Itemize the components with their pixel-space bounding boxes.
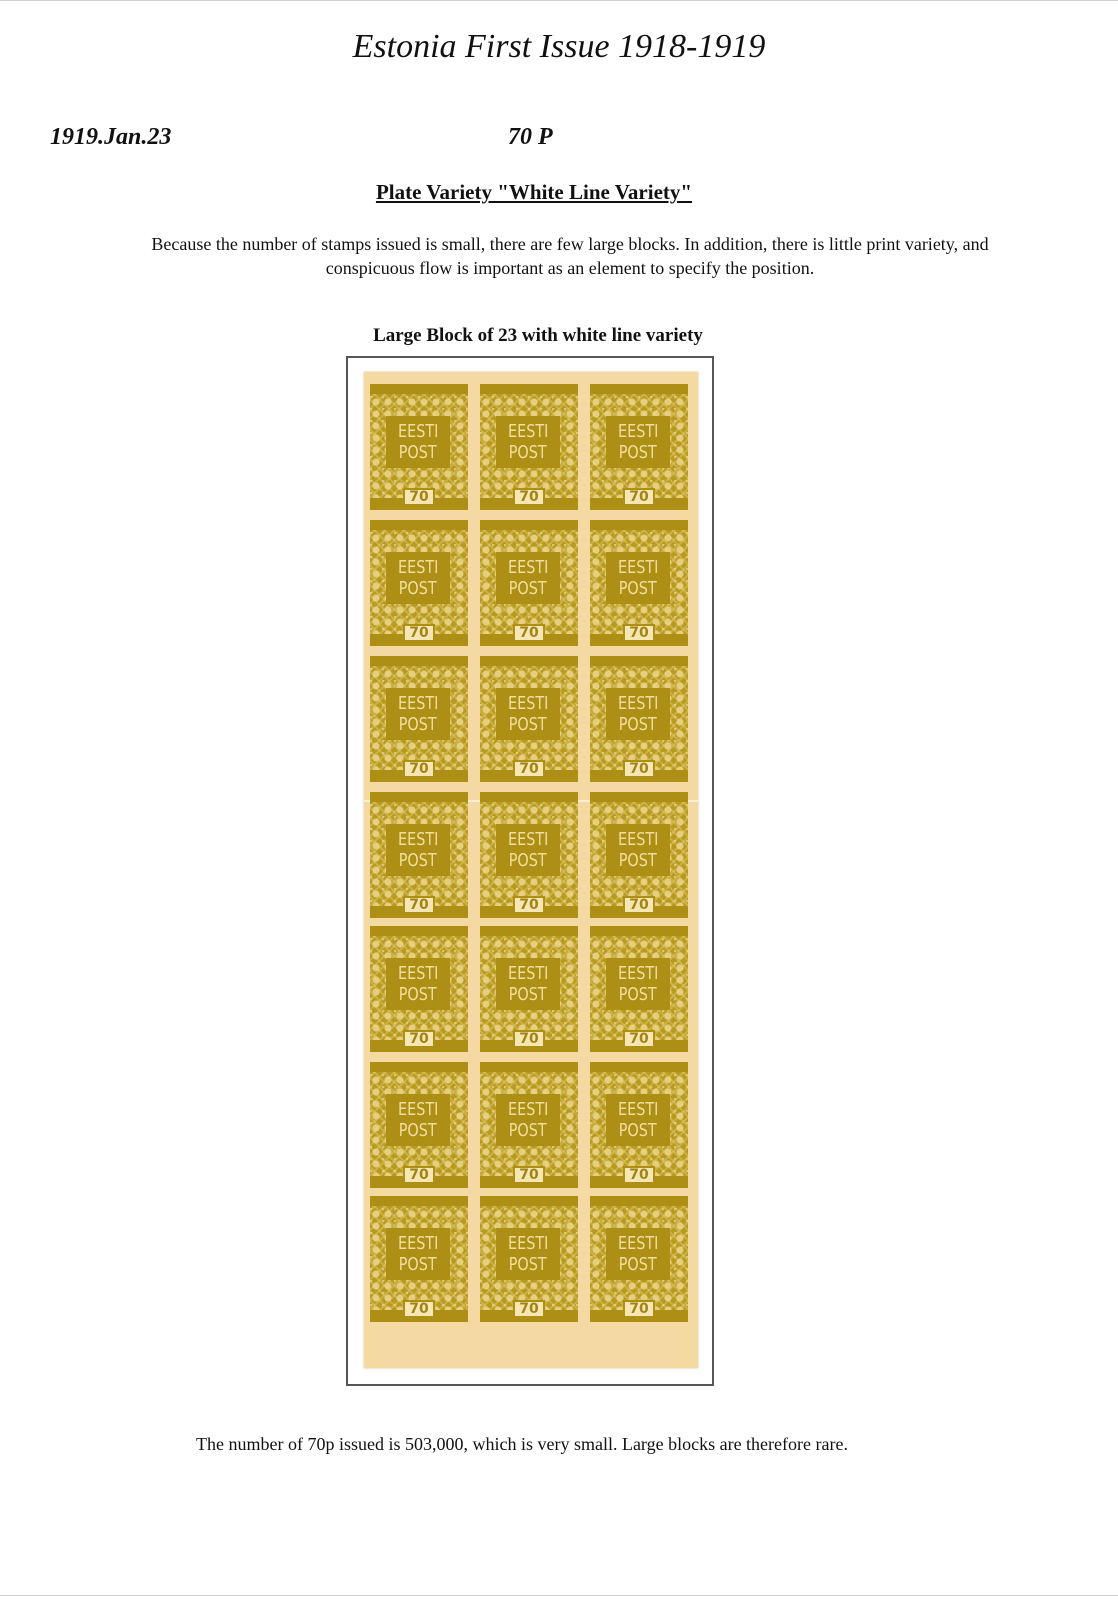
stamp-text-eesti: EESTI	[507, 963, 549, 984]
stamp-top-band	[590, 656, 688, 666]
stamp-value: 70	[513, 1030, 545, 1048]
block-caption: Large Block of 23 with white line variety	[373, 325, 703, 346]
stamp-text-eesti: EESTI	[507, 557, 549, 578]
stamp-value: 70	[513, 760, 545, 778]
stamp-top-band	[370, 1062, 468, 1072]
stamp-top-band	[370, 1196, 468, 1206]
stamp-top-band	[480, 1196, 578, 1206]
stamp-text-post: POST	[399, 850, 437, 871]
stamp-value: 70	[623, 1300, 655, 1318]
stamp-text-post: POST	[509, 1120, 547, 1141]
stamp-top-band	[590, 520, 688, 530]
stamp	[590, 926, 688, 1052]
stamp	[370, 792, 468, 918]
issue-date: 1919.Jan.23	[50, 124, 172, 150]
stamp-value: 70	[623, 760, 655, 778]
stamp-text-eesti: EESTI	[507, 1099, 549, 1120]
stamp-text-post: POST	[399, 714, 437, 735]
stamp-top-band	[370, 792, 468, 802]
stamp-top-band	[590, 384, 688, 394]
stamp-text-post: POST	[619, 984, 657, 1005]
stamp-value: 70	[513, 624, 545, 642]
stamp-value: 70	[403, 1300, 435, 1318]
stamp-top-band	[480, 656, 578, 666]
stamp-text-eesti: EESTI	[617, 963, 659, 984]
stamp-text-post: POST	[399, 984, 437, 1005]
stamp-text-eesti: EESTI	[507, 421, 549, 442]
stamp-top-band	[480, 792, 578, 802]
stamp-text-post: POST	[509, 850, 547, 871]
stamp	[370, 1196, 468, 1322]
stamp	[590, 384, 688, 510]
stamp-center-panel	[496, 1094, 560, 1146]
stamp-center-panel	[606, 1094, 670, 1146]
stamp-center-panel	[606, 416, 670, 468]
stamp-value: 70	[513, 1166, 545, 1184]
stamp-center-panel	[496, 416, 560, 468]
footer-note: The number of 70p issued is 503,000, which is very small. Large blocks are therefore rare.	[196, 1434, 848, 1454]
stamp-text-post: POST	[509, 442, 547, 463]
stamp-center-panel	[496, 552, 560, 604]
stamp-value: 70	[623, 1166, 655, 1184]
variety-heading: Plate Variety "White Line Variety"	[375, 180, 693, 204]
stamp	[480, 926, 578, 1052]
stamp-value: 70	[403, 1030, 435, 1048]
stamp-text-eesti: EESTI	[507, 829, 549, 850]
stamp-text-eesti: EESTI	[617, 829, 659, 850]
stamp	[590, 656, 688, 782]
stamp	[370, 656, 468, 782]
stamp-center-panel	[606, 824, 670, 876]
stamp-top-band	[590, 926, 688, 936]
stamp	[590, 1062, 688, 1188]
stamp-text-eesti: EESTI	[397, 421, 439, 442]
stamp-center-panel	[386, 824, 450, 876]
stamp-value: 70	[623, 488, 655, 506]
stamp-mount	[346, 356, 714, 1386]
stamp-center-panel	[606, 688, 670, 740]
stamp-text-eesti: EESTI	[397, 963, 439, 984]
stamp	[590, 1196, 688, 1322]
stamp-text-post: POST	[619, 1120, 657, 1141]
stamp-value: 70	[513, 488, 545, 506]
stamp-text-eesti: EESTI	[397, 829, 439, 850]
stamp-top-band	[590, 1062, 688, 1072]
denomination: 70 P	[508, 124, 553, 150]
stamp-text-post: POST	[619, 1254, 657, 1275]
stamp-center-panel	[606, 552, 670, 604]
stamp	[480, 792, 578, 918]
stamp-block	[364, 372, 698, 1368]
stamp	[480, 384, 578, 510]
stamp-center-panel	[496, 824, 560, 876]
stamp-top-band	[590, 792, 688, 802]
stamp-value: 70	[403, 896, 435, 914]
stamp-top-band	[370, 520, 468, 530]
stamp-text-eesti: EESTI	[617, 1233, 659, 1254]
bottom-edge-line	[0, 1595, 1118, 1596]
stamp	[370, 520, 468, 646]
stamp-center-panel	[386, 416, 450, 468]
stamp-top-band	[370, 656, 468, 666]
stamp-top-band	[480, 926, 578, 936]
stamp-value: 70	[623, 896, 655, 914]
stamp	[480, 1196, 578, 1322]
stamp-value: 70	[403, 488, 435, 506]
stamp-value: 70	[623, 1030, 655, 1048]
stamp-text-post: POST	[619, 714, 657, 735]
stamp-text-eesti: EESTI	[617, 421, 659, 442]
stamp-text-eesti: EESTI	[397, 1099, 439, 1120]
stamp	[480, 520, 578, 646]
stamp-top-band	[590, 1196, 688, 1206]
stamp	[370, 1062, 468, 1188]
intro-paragraph: Because the number of stamps issued is small, there are few large blocks. In addition, there is little print variety, and conspicuous flow is important as an element to specify the position.	[151, 234, 989, 278]
stamp-center-panel	[386, 1094, 450, 1146]
stamp	[370, 926, 468, 1052]
stamp-text-post: POST	[509, 984, 547, 1005]
stamp-top-band	[480, 1062, 578, 1072]
top-edge-line	[0, 0, 1118, 1]
stamp	[480, 1062, 578, 1188]
stamp-text-eesti: EESTI	[507, 693, 549, 714]
stamp-value: 70	[403, 1166, 435, 1184]
stamp-value: 70	[513, 1300, 545, 1318]
stamp-value: 70	[623, 624, 655, 642]
stamp-center-panel	[496, 1228, 560, 1280]
stamp-top-band	[370, 384, 468, 394]
stamp-center-panel	[386, 688, 450, 740]
stamp-text-post: POST	[399, 578, 437, 599]
stamp-text-post: POST	[509, 714, 547, 735]
stamp-center-panel	[606, 958, 670, 1010]
stamp-top-band	[480, 384, 578, 394]
stamp-value: 70	[513, 896, 545, 914]
stamp-text-eesti: EESTI	[617, 1099, 659, 1120]
stamp-text-eesti: EESTI	[617, 693, 659, 714]
stamp-text-post: POST	[399, 442, 437, 463]
stamp-text-eesti: EESTI	[397, 1233, 439, 1254]
stamp-text-post: POST	[509, 578, 547, 599]
stamp-center-panel	[386, 552, 450, 604]
stamp-text-eesti: EESTI	[507, 1233, 549, 1254]
stamp-top-band	[370, 926, 468, 936]
stamp-center-panel	[496, 688, 560, 740]
page-title: Estonia First Issue 1918-1919	[352, 28, 766, 65]
stamp-text-eesti: EESTI	[397, 557, 439, 578]
stamp-text-post: POST	[399, 1254, 437, 1275]
stamp-center-panel	[606, 1228, 670, 1280]
stamp-text-post: POST	[509, 1254, 547, 1275]
stamp	[590, 792, 688, 918]
stamp-text-post: POST	[619, 850, 657, 871]
stamp-text-post: POST	[619, 578, 657, 599]
stamp-text-eesti: EESTI	[617, 557, 659, 578]
stamp-center-panel	[386, 1228, 450, 1280]
stamp-text-post: POST	[619, 442, 657, 463]
stamp	[590, 520, 688, 646]
stamp-value: 70	[403, 760, 435, 778]
stamp-text-post: POST	[399, 1120, 437, 1141]
stamp-value: 70	[403, 624, 435, 642]
stamp-top-band	[480, 520, 578, 530]
stamp-text-eesti: EESTI	[397, 693, 439, 714]
stamp	[370, 384, 468, 510]
stamp	[480, 656, 578, 782]
stamp-center-panel	[496, 958, 560, 1010]
stamp-center-panel	[386, 958, 450, 1010]
